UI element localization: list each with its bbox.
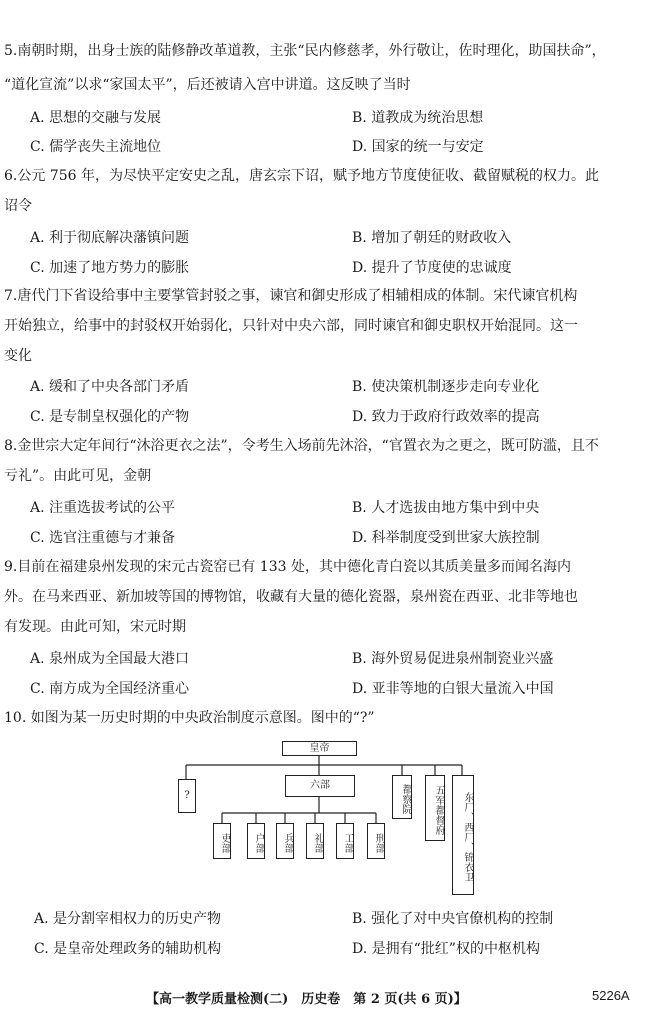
question-7-line-3: 变化 <box>4 348 32 364</box>
question-9-option-b: B. 海外贸易促进泉州制瓷业兴盛 <box>352 651 554 667</box>
question-7-line-1: 7.唐代门下省设给事中主要掌管封驳之事，谏官和御史形成了相辅相成的体制。宋代谏官机构 <box>4 288 578 304</box>
question-8-line-1: 8.金世宗大定年间行“沐浴更衣之法”，令考生入场前先沐浴，“官置衣为之更之，既可防滥，且不 <box>4 438 599 454</box>
question-7-line-2: 开始独立，给事中的封驳权开始弱化，只针对中央六部，同时谏官和御史职权开始混同。这一 <box>4 318 578 334</box>
question-8-line-2: 亏礼”。由此可见，金朝 <box>4 468 152 484</box>
question-7-option-c: C. 是专制皇权强化的产物 <box>30 409 190 425</box>
question-6-line-1: 6.公元 756 年，为尽快平定安史之乱，唐玄宗下诏，赋予地方节度使征收、截留赋税的权力。此 <box>4 168 599 184</box>
question-5-option-b: B. 道教成为统治思想 <box>352 110 484 126</box>
question-6-line-2: 诏令 <box>4 198 32 214</box>
question-7-option-b: B. 使决策机制逐步走向专业化 <box>352 379 540 395</box>
six-ministries-box: 六部 <box>285 775 355 797</box>
question-5-option-c: C. 儒学丧失主流地位 <box>30 139 162 155</box>
question-5-option-d: D. 国家的统一与安定 <box>352 139 484 155</box>
question-10-option-c: C. 是皇帝处理政务的辅助机构 <box>34 941 222 957</box>
question-10-option-a: A. 是分割宰相权力的历史产物 <box>34 911 222 927</box>
question-9-line-1: 9.目前在福建泉州发现的宋元古瓷窑已有 133 处，其中德化青白瓷以其质美量多而闻名海内 <box>4 559 571 575</box>
question-8-option-b: B. 人才选拔由地方集中到中央 <box>352 500 540 516</box>
ministry-works-box: 工部 <box>336 823 354 859</box>
ministry-personnel-box: 吏部 <box>213 823 231 859</box>
footer-code: 5226A <box>592 988 630 1003</box>
question-6-option-d: D. 提升了节度使的忠诚度 <box>352 260 512 276</box>
ministry-justice-box: 刑部 <box>367 823 385 859</box>
question-10-option-b: B. 强化了对中央官僚机构的控制 <box>352 911 554 927</box>
military-commission-box: 五军都督府 <box>425 775 445 841</box>
question-7-option-d: D. 致力于政府行政效率的提高 <box>352 409 540 425</box>
ministry-war-box: 兵部 <box>276 823 294 859</box>
question-5-line-2: “道化宣流”以求“家国太平”，后还被请入宫中讲道。这反映了当时 <box>4 77 411 93</box>
question-5-line-1: 5.南朝时期，出身士族的陆修静改革道教，主张“民内修慈孝，外行敬让，佐时理化，助国扶命”， <box>4 43 606 59</box>
question-6-option-a: A. 利于彻底解决藩镇问题 <box>30 230 190 246</box>
question-9-line-3: 有发现。由此可知，宋元时期 <box>4 619 186 635</box>
factories-guard-box: 东厂、西厂、锦衣卫 <box>452 775 474 895</box>
question-mark-box: ? <box>178 779 196 813</box>
footer-label: 【高一教学质量检测(二) 历史卷 第 2 页(共 6 页)】 <box>146 992 467 1007</box>
question-5-option-a: A. 思想的交融与发展 <box>30 110 162 126</box>
question-8-option-c: C. 选官注重德与才兼备 <box>30 530 176 546</box>
question-10-line-1: 10. 如图为某一历史时期的中央政治制度示意图。图中的“?” <box>4 710 375 726</box>
question-6-option-c: C. 加速了地方势力的膨胀 <box>30 260 190 276</box>
question-9-line-2: 外。在马来西亚、新加坡等国的博物馆，收藏有大量的德化瓷器，泉州瓷在西亚、北非等地也 <box>4 589 578 605</box>
ministry-revenue-box: 户部 <box>247 823 265 859</box>
central-government-diagram <box>170 735 500 897</box>
question-6-option-b: B. 增加了朝廷的财政收入 <box>352 230 512 246</box>
question-9-option-c: C. 南方成为全国经济重心 <box>30 681 190 697</box>
ministry-rites-box: 礼部 <box>306 823 324 859</box>
question-8-option-d: D. 科举制度受到世家大族控制 <box>352 530 540 546</box>
question-7-option-a: A. 缓和了中央各部门矛盾 <box>30 379 190 395</box>
question-10-option-d: D. 是拥有“批红”权的中枢机构 <box>352 941 540 957</box>
emperor-box: 皇帝 <box>282 741 357 756</box>
question-9-option-d: D. 亚非等地的白银大量流入中国 <box>352 681 554 697</box>
question-9-option-a: A. 泉州成为全国最大港口 <box>30 651 190 667</box>
diagram-connector-lines <box>170 735 500 897</box>
question-8-option-a: A. 注重选拔考试的公平 <box>30 500 176 516</box>
censorate-box: 都察院 <box>392 775 412 819</box>
